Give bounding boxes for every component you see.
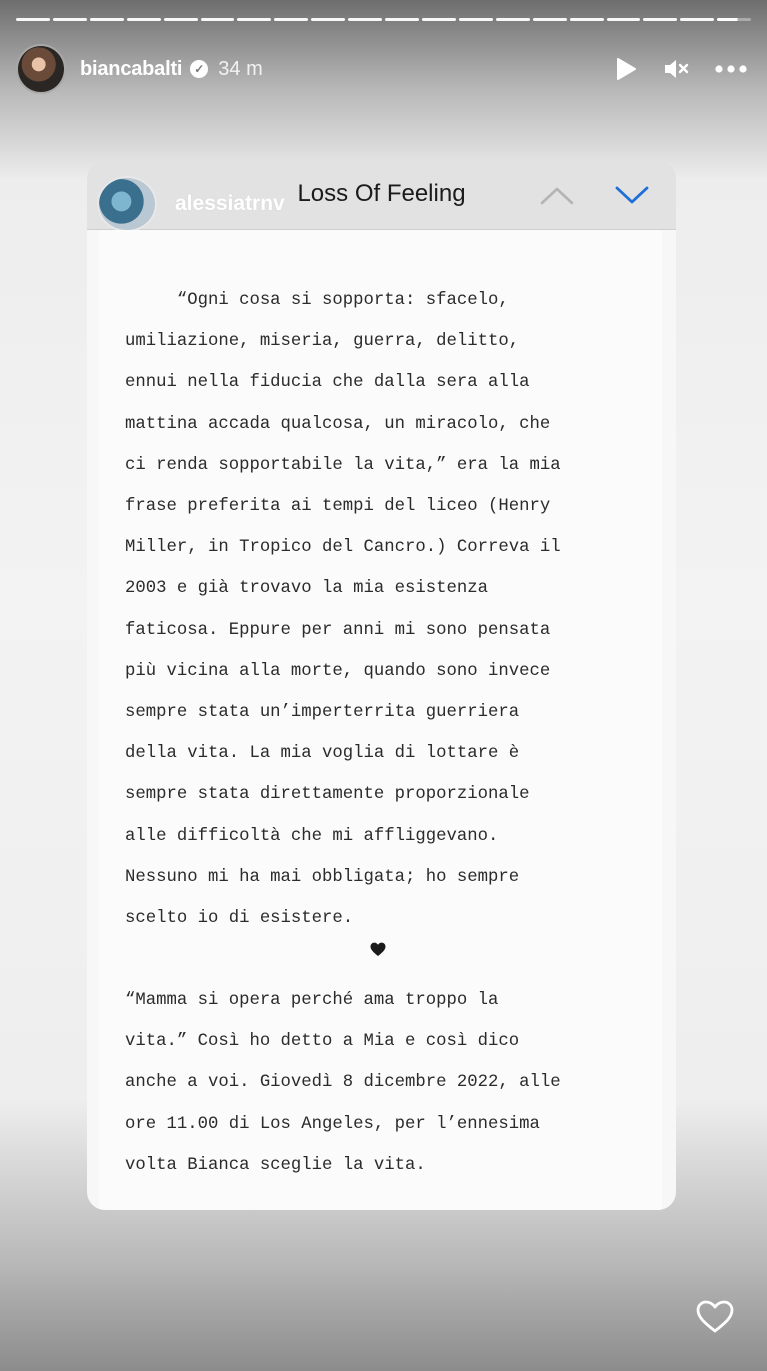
progress-segment xyxy=(459,18,493,21)
progress-segment xyxy=(607,18,641,21)
shared-note-card xyxy=(87,160,676,1210)
progress-segment xyxy=(496,18,530,21)
mute-icon[interactable] xyxy=(663,57,689,81)
text-line: mattina accada qualcosa, un miracolo, che xyxy=(125,414,551,434)
progress-segment xyxy=(53,18,87,21)
text-line: anche a voi. Giovedì 8 dicembre 2022, alle xyxy=(125,1073,561,1093)
progress-segment xyxy=(348,18,382,21)
text-line: Miller, in Tropico del Cancro.) Correva il xyxy=(125,538,561,558)
progress-segment xyxy=(643,18,677,21)
text-line: “Ogni cosa si sopporta: sfacelo, xyxy=(125,291,509,310)
more-icon[interactable] xyxy=(715,65,747,73)
progress-segment xyxy=(127,18,161,21)
username[interactable]: biancabalti xyxy=(80,57,183,80)
text-line: umiliazione, miseria, guerra, delitto, xyxy=(125,332,520,352)
progress-segment xyxy=(164,18,198,21)
text-line: 2003 e già trovavo la mia esistenza xyxy=(125,579,488,599)
progress-segment xyxy=(201,18,235,21)
quote-paragraph xyxy=(125,280,645,939)
text-line: ore 11.00 di Los Angeles, per l’ennesima xyxy=(125,1114,540,1134)
progress-segment xyxy=(274,18,308,21)
post-time: 34 m xyxy=(218,57,263,80)
text-line: sempre stata direttamente proporzionale xyxy=(125,785,530,805)
header-actions xyxy=(615,57,747,81)
mention-sticker[interactable]: alessiatrnv xyxy=(175,192,285,215)
avatar[interactable] xyxy=(16,44,66,94)
play-icon[interactable] xyxy=(615,57,637,81)
text-line: sempre stata un’imperterrita guerriera xyxy=(125,703,520,723)
text-line: più vicina alla morte, quando sono invece xyxy=(125,661,551,681)
closing-paragraph xyxy=(125,980,645,1186)
text-line: della vita. La mia voglia di lottare è xyxy=(125,744,520,764)
text-line: frase preferita ai tempi del liceo (Henry xyxy=(125,497,551,517)
note-body xyxy=(99,230,662,1210)
text-line: “Mamma si opera perché ama troppo la xyxy=(125,991,499,1010)
chevron-up-icon[interactable] xyxy=(539,184,575,211)
text-line: scelto io di esistere. xyxy=(125,909,354,929)
story-header xyxy=(16,42,747,96)
progress-segment xyxy=(16,18,50,21)
progress-segment xyxy=(385,18,419,21)
note-title: Loss Of Feeling xyxy=(297,180,466,207)
verified-badge-icon: ✓ xyxy=(190,60,208,78)
progress-segment xyxy=(570,18,604,21)
text-line: ennui nella fiducia che dalla sera alla xyxy=(125,373,530,393)
progress-segment xyxy=(422,18,456,21)
text-line: Nessuno mi ha mai obbligata; ho sempre xyxy=(125,867,520,887)
text-line: alle difficoltà che mi affliggevano. xyxy=(125,826,499,846)
heart-icon xyxy=(370,942,386,962)
text-line: ci renda sopportabile la vita,” era la mia xyxy=(125,455,561,475)
chevron-down-icon[interactable] xyxy=(614,184,650,211)
progress-segment xyxy=(717,18,751,21)
progress-segment xyxy=(680,18,714,21)
text-line: volta Bianca sceglie la vita. xyxy=(125,1155,426,1175)
text-line: vita.” Così ho detto a Mia e così dico xyxy=(125,1032,520,1052)
note-header xyxy=(87,160,676,230)
progress-segment xyxy=(533,18,567,21)
text-line: faticosa. Eppure per anni mi sono pensata xyxy=(125,620,551,640)
progress-segment xyxy=(311,18,345,21)
story-progress-bar xyxy=(16,18,751,21)
progress-segment xyxy=(237,18,271,21)
like-icon[interactable] xyxy=(696,1300,734,1339)
progress-segment xyxy=(90,18,124,21)
